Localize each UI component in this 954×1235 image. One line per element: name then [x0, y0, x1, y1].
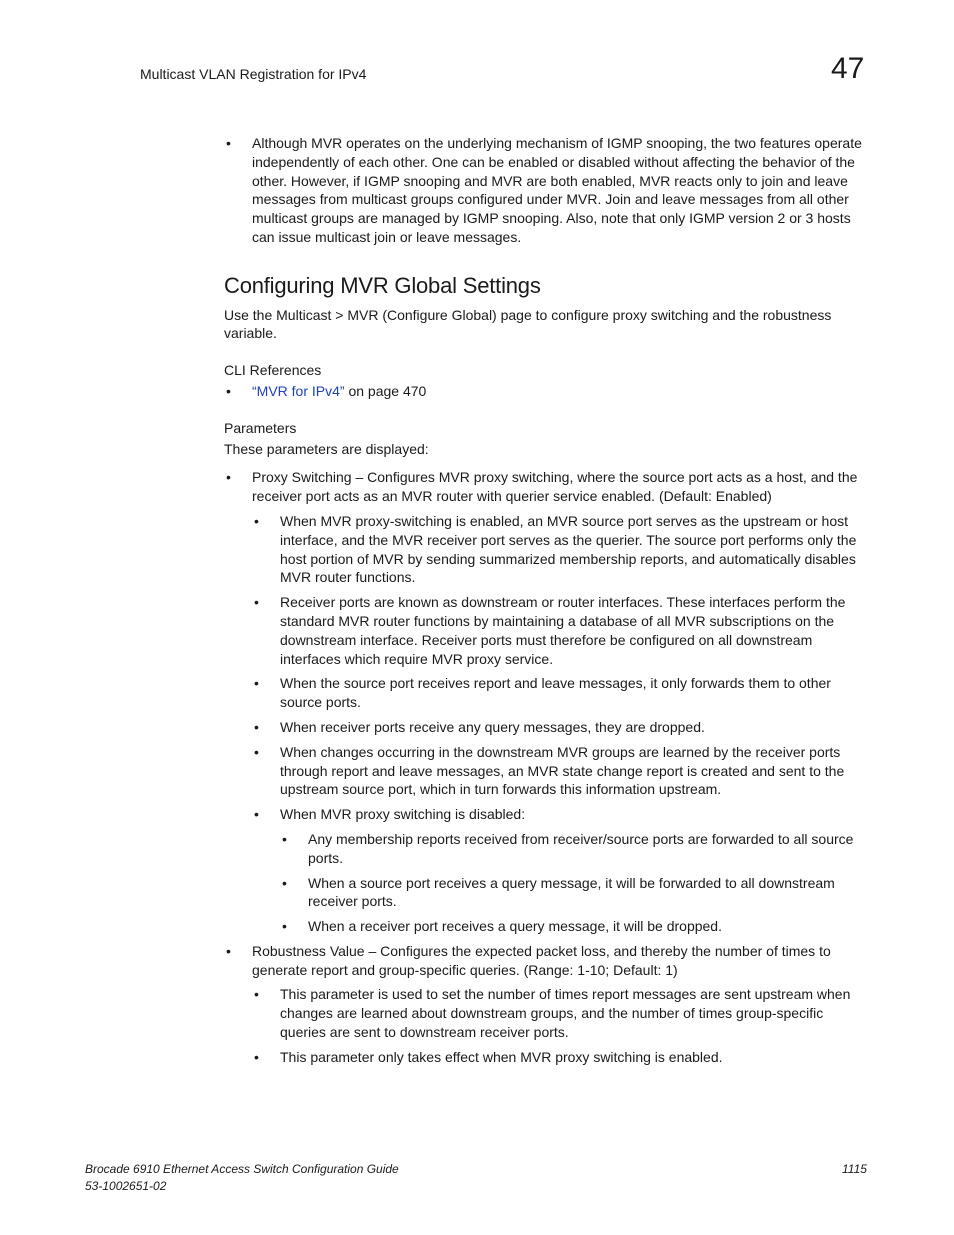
- running-header: Multicast VLAN Registration for IPv4: [140, 66, 367, 82]
- param-term: Robustness Value: [252, 942, 365, 959]
- footer-doc-number: 53-1002651-02: [85, 1179, 167, 1193]
- parameters-intro: These parameters are displayed:: [224, 440, 429, 457]
- list-item: • Any membership reports received from receiver/source ports are forwarded to all source ports.: [280, 830, 870, 868]
- param-desc: – Configures MVR proxy switching, where the source port acts as a host, and the receiver port acts as an MVR router with querier service enabled. (Default: Enabled): [252, 469, 858, 505]
- cli-references-heading: CLI References: [224, 362, 322, 379]
- chapter-number: 47: [831, 52, 865, 85]
- page-number: 1115: [842, 1162, 867, 1176]
- param-robustness-value: [224, 942, 870, 980]
- list-item: • When a source port receives a query message, it will be forwarded to all downstream receiver ports.: [280, 874, 870, 912]
- list-item: • When the source port receives report and leave messages, it only forwards them to other source ports.: [252, 674, 870, 712]
- param-desc: – Configures the expected packet loss, and thereby the number of times to generate report and group-specific queries. (Range: 1-10; Default: 1): [252, 942, 831, 978]
- intro-bullet: • Although MVR operates on the underlying mechanism of IGMP snooping, the two features operate independently of each other. One can be enabled or disabled without affecting the behavior of the other. However, if IGMP snooping and MVR are both enabled, MVR reacts only to join and leave messages from multicast groups configured under MVR. Join and leave messages from all other multicast groups are managed by IGMP snooping. Also, note that only IGMP version 2 or 3 hosts can issue multicast join or leave messages.: [224, 134, 870, 247]
- param-proxy-switching: [224, 468, 870, 506]
- list-item: • This parameter only takes effect when MVR proxy switching is enabled.: [252, 1048, 870, 1067]
- list-item: • When MVR proxy-switching is enabled, an MVR source port serves as the upstream or host interface, and the MVR receiver port serves as the querier. The source port performs only the host portion of MVR by sending summarized membership reports, and automatically disables MVR router functions.: [252, 512, 870, 587]
- list-item: • This parameter is used to set the number of times report messages are sent upstream when changes are learned about downstream groups, and the number of times group-specific queries are sent to downstream receiver ports.: [252, 985, 870, 1041]
- parameters-heading: Parameters: [224, 419, 297, 436]
- section-intro: Use the Multicast > MVR (Configure Global) page to configure proxy switching and the robustness variable.: [224, 306, 832, 342]
- cli-reference-page: on page 470: [344, 382, 427, 399]
- section-heading: Configuring MVR Global Settings: [224, 272, 541, 298]
- list-item: • When receiver ports receive any query messages, they are dropped.: [252, 718, 870, 737]
- footer-title: Brocade 6910 Ethernet Access Switch Configuration Guide: [85, 1162, 399, 1176]
- cli-reference-item: [224, 382, 870, 401]
- main-content: [224, 134, 870, 1067]
- list-item: • When MVR proxy switching is disabled:: [252, 805, 870, 824]
- list-item: • When a receiver port receives a query message, it will be dropped.: [280, 917, 870, 936]
- param-term: Proxy Switching: [252, 469, 352, 486]
- cli-reference-link[interactable]: “MVR for IPv4”: [252, 382, 345, 399]
- list-item: • Receiver ports are known as downstream or router interfaces. These interfaces perform the standard MVR router functions by maintaining a database of all MVR subscriptions on the downstream interface. Receiver ports must therefore be configured on all downstream interfaces which require MVR proxy service.: [252, 593, 870, 668]
- list-item: • When changes occurring in the downstream MVR groups are learned by the receiver ports through report and leave messages, an MVR state change report is created and sent to the upstream source port, which in turn forwards this information upstream.: [252, 743, 870, 799]
